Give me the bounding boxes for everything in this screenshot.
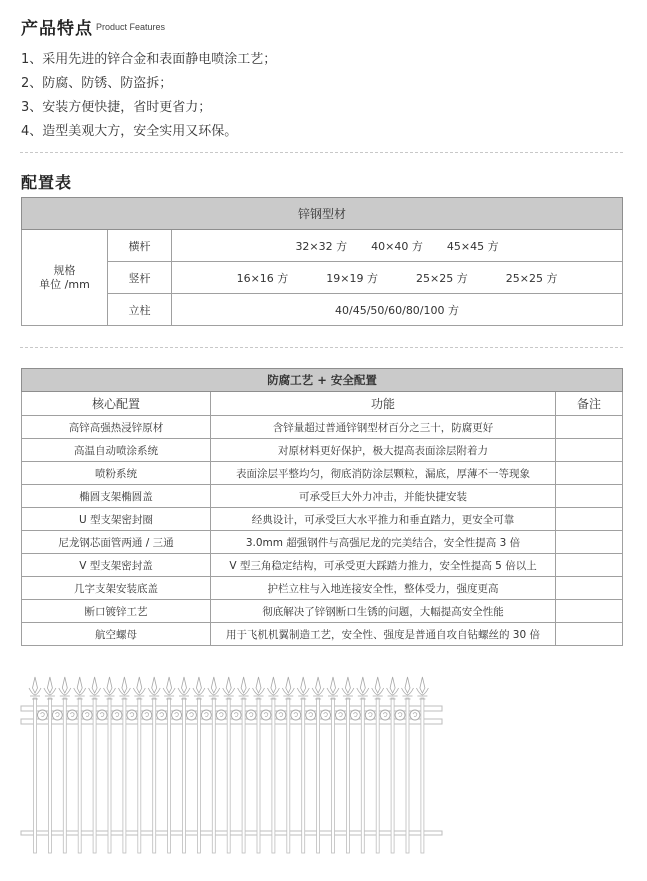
fence-ring bbox=[365, 710, 375, 720]
fence-picket bbox=[48, 698, 51, 853]
fence-ring bbox=[186, 710, 196, 720]
spec-row-name: 立柱 bbox=[108, 294, 172, 326]
fence-picket bbox=[406, 698, 409, 853]
fence-picket bbox=[197, 698, 200, 853]
fence-ring bbox=[380, 710, 390, 720]
material-table-header: 锌钢型材 bbox=[22, 198, 623, 230]
fence-picket bbox=[332, 698, 335, 853]
note-cell bbox=[556, 554, 623, 577]
fence-finial bbox=[226, 677, 231, 693]
fence-ring bbox=[52, 710, 62, 720]
function-cell: 对原材料更好保护，极大提高表面涂层附着力 bbox=[211, 439, 556, 462]
section-divider bbox=[20, 347, 623, 348]
fence-finial bbox=[301, 677, 306, 693]
fence-finial bbox=[47, 677, 52, 693]
column-header-note: 备注 bbox=[556, 392, 623, 416]
fence-finial bbox=[122, 677, 127, 693]
spec-value: 25×25 方 bbox=[416, 271, 468, 285]
fence-picket bbox=[168, 698, 171, 853]
fence-illustration bbox=[0, 660, 460, 875]
feature-item: 2、防腐、防锈、防盗拆； bbox=[21, 76, 173, 91]
fence-ring bbox=[112, 710, 122, 720]
fence-finial bbox=[152, 677, 157, 693]
fence-picket bbox=[361, 698, 364, 853]
spec-row-values bbox=[172, 230, 623, 262]
fence-picket bbox=[257, 698, 260, 853]
fence-finial bbox=[196, 677, 201, 693]
fence-finial bbox=[211, 677, 216, 693]
fence-finial bbox=[345, 677, 350, 693]
column-header-core: 核心配置 bbox=[22, 392, 211, 416]
note-cell bbox=[556, 531, 623, 554]
fence-picket bbox=[138, 698, 141, 853]
core-cell: U 型支架密封圈 bbox=[22, 508, 211, 531]
core-cell: 椭圆支架椭圆盖 bbox=[22, 485, 211, 508]
features-subtitle: Product Features bbox=[96, 22, 166, 32]
fence-picket bbox=[421, 698, 424, 853]
fence-finial bbox=[405, 677, 410, 693]
fence-ring bbox=[261, 710, 271, 720]
fence-picket bbox=[346, 698, 349, 853]
spec-value: 32×32 方 bbox=[295, 239, 348, 253]
fence-finial bbox=[77, 677, 82, 693]
core-cell: 几字支架安装底盖 bbox=[22, 577, 211, 600]
spec-value: 45×45 方 bbox=[446, 239, 499, 253]
fence-finial bbox=[286, 677, 291, 693]
fence-ring bbox=[321, 710, 331, 720]
fence-ring bbox=[350, 710, 360, 720]
fence-ring bbox=[157, 710, 167, 720]
spec-value: 16×16 方 bbox=[236, 271, 289, 285]
fence-finial bbox=[256, 677, 261, 693]
fence-ring bbox=[291, 710, 301, 720]
material-table bbox=[21, 197, 623, 326]
fence-picket bbox=[108, 698, 111, 853]
core-cell: 喷粉系统 bbox=[22, 462, 211, 485]
core-cell: 断口镀锌工艺 bbox=[22, 600, 211, 623]
fence-ring bbox=[97, 710, 107, 720]
features-list bbox=[21, 48, 276, 144]
spec-value: 25×25 方 bbox=[505, 271, 558, 285]
note-cell bbox=[556, 600, 623, 623]
function-cell: 可承受巨大外力冲击，并能快捷安装 bbox=[211, 485, 556, 508]
fence-finial bbox=[167, 677, 172, 693]
fence-ring bbox=[276, 710, 286, 720]
fence-picket bbox=[153, 698, 156, 853]
note-cell bbox=[556, 462, 623, 485]
spec-row-name: 横杆 bbox=[108, 230, 172, 262]
fence-finial bbox=[182, 677, 187, 693]
fence-picket bbox=[93, 698, 96, 853]
fence-finial bbox=[137, 677, 142, 693]
note-cell bbox=[556, 577, 623, 600]
spec-row-values bbox=[172, 262, 623, 294]
fence-ring bbox=[231, 710, 241, 720]
fence-picket bbox=[242, 698, 245, 853]
fence-finial bbox=[360, 677, 365, 693]
fence-ring bbox=[335, 710, 345, 720]
fence-finial bbox=[316, 677, 321, 693]
fence-picket bbox=[302, 698, 305, 853]
feature-item: 4、造型美观大方，安全实用又环保。 bbox=[21, 124, 238, 139]
fence-finial bbox=[271, 677, 276, 693]
note-cell bbox=[556, 485, 623, 508]
fence-ring bbox=[82, 710, 92, 720]
function-cell: 表面涂层平整均匀，彻底消防涂层颗粒，漏底，厚薄不一等现象 bbox=[211, 462, 556, 485]
note-cell bbox=[556, 416, 623, 439]
fence-picket bbox=[272, 698, 275, 853]
fence-picket bbox=[78, 698, 81, 853]
fence-finial bbox=[420, 677, 425, 693]
fence-ring bbox=[172, 710, 182, 720]
fence-finial bbox=[241, 677, 246, 693]
core-cell: 高锌高强热浸锌原材 bbox=[22, 416, 211, 439]
core-cell: 尼龙钢芯面管两通 / 三通 bbox=[22, 531, 211, 554]
note-cell bbox=[556, 439, 623, 462]
fence-finial bbox=[107, 677, 112, 693]
function-cell: 经典设计，可承受巨大水平推力和垂直踏力，更安全可靠 bbox=[211, 508, 556, 531]
fence-finial bbox=[331, 677, 336, 693]
spec-label bbox=[22, 230, 108, 326]
config-title: 配置表 bbox=[21, 173, 73, 192]
fence-ring bbox=[127, 710, 137, 720]
function-cell: 护栏立柱与入地连接安全性，整体受力，强度更高 bbox=[211, 577, 556, 600]
fence-ring bbox=[306, 710, 316, 720]
function-cell: 彻底解决了锌钢断口生锈的问题，大幅提高安全性能 bbox=[211, 600, 556, 623]
fence-ring bbox=[67, 710, 77, 720]
fence-picket bbox=[227, 698, 230, 853]
fence-picket bbox=[123, 698, 126, 853]
fence-ring bbox=[395, 710, 405, 720]
spec-label-line2: 单位 /mm bbox=[39, 277, 90, 291]
note-cell bbox=[556, 623, 623, 646]
fence-ring bbox=[216, 710, 226, 720]
fence-finial bbox=[62, 677, 67, 693]
fence-finial bbox=[375, 677, 380, 693]
function-cell: 含锌量超过普通锌钢型材百分之三十，防腐更好 bbox=[211, 416, 556, 439]
feature-item: 1、采用先进的锌合金和表面静电喷涂工艺； bbox=[21, 52, 277, 67]
core-cell: 高温自动喷涂系统 bbox=[22, 439, 211, 462]
spec-value: 40×40 方 bbox=[371, 239, 423, 253]
spec-row-name: 竖杆 bbox=[108, 262, 172, 294]
fence-ring bbox=[37, 710, 47, 720]
fence-picket bbox=[183, 698, 186, 853]
column-header-function: 功能 bbox=[211, 392, 556, 416]
fence-ring bbox=[142, 710, 152, 720]
spec-label-line1: 规格 bbox=[53, 263, 76, 277]
feature-item: 3、安装方便快捷，省时更省力； bbox=[21, 100, 212, 115]
fence-ring bbox=[246, 710, 256, 720]
fence-finial bbox=[92, 677, 97, 693]
fence-finial bbox=[390, 677, 395, 693]
function-cell: 用于飞机机翼制造工艺，安全性、强度是普通自攻自钻螺丝的 30 倍 bbox=[211, 623, 556, 646]
spec-value: 19×19 方 bbox=[326, 271, 379, 285]
security-table bbox=[21, 368, 623, 646]
core-cell: 航空螺母 bbox=[22, 623, 211, 646]
fence-picket bbox=[34, 698, 37, 853]
fence-picket bbox=[391, 698, 394, 853]
fence-finial bbox=[33, 677, 38, 693]
note-cell bbox=[556, 508, 623, 531]
fence-picket bbox=[212, 698, 215, 853]
function-cell: V 型三角稳定结构，可承受更大踩踏力推力，安全性提高 5 倍以上 bbox=[211, 554, 556, 577]
spec-value: 40/45/50/60/80/100 方 bbox=[172, 294, 623, 326]
features-title: 产品特点 bbox=[21, 19, 93, 39]
core-cell: V 型支架密封盖 bbox=[22, 554, 211, 577]
fence-picket bbox=[63, 698, 66, 853]
security-table-header: 防腐工艺 + 安全配置 bbox=[22, 369, 623, 392]
function-cell: 3.0mm 超强钢件与高强尼龙的完美结合，安全性提高 3 倍 bbox=[211, 531, 556, 554]
fence-ring bbox=[201, 710, 211, 720]
fence-picket bbox=[376, 698, 379, 853]
fence-picket bbox=[287, 698, 290, 853]
section-divider bbox=[20, 152, 623, 153]
fence-picket bbox=[317, 698, 320, 853]
fence-ring bbox=[410, 710, 420, 720]
